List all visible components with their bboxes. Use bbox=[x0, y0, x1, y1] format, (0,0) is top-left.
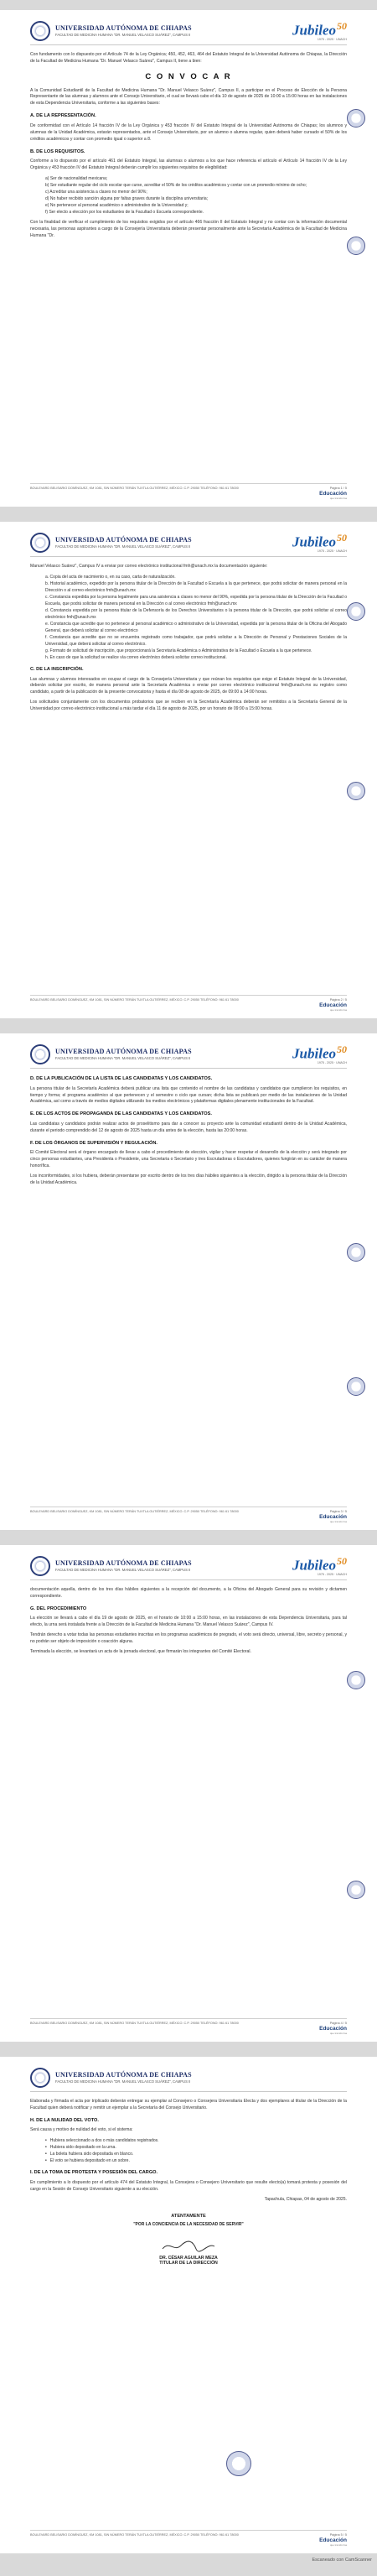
nullity-list bbox=[45, 2137, 347, 2164]
section-a-text: De conformidad con el Artículo 14 fracción IV de la Ley Orgánica y 453 fracción IV del Estatuto Integral de la Universidad Autónoma de Chiapas; los alumnos y alumnas de la Unidad Académica, estarán representados, ante el Consejo Universitario, por un alumno o alumna regular, quien deberá haber cursado el 50% de los créditos académicos y contar con promedio igual o superior a 8. bbox=[30, 122, 347, 142]
jubileo-logo: Jubileo$^{50}$ 1975 - 2025 · UNACH bbox=[292, 20, 347, 41]
section-e-title: E. DE LOS ACTOS DE PROPAGANDA DE LAS CANDIDATAS Y LOS CANDIDATOS. bbox=[30, 1111, 212, 1117]
page-number: Página 1 / 5 bbox=[329, 487, 347, 490]
signature-block bbox=[30, 2214, 347, 2266]
faculty-name: FACULTAD DE MEDICINA HUMANA "DR. MANUEL VELASCO SUÁREZ", CAMPUS II bbox=[55, 1056, 191, 1060]
list-item: b. Historial académico, expedido por la persona titular de la Dirección de la Facultad o Escuela a la que pertenece, que podrá solicitar de manera personal en la Dirección o al correo electrónico fmh@unach.mx bbox=[45, 580, 347, 593]
intro-paragraph: documentación aquella, dentro de los tres días hábiles siguientes a la recepción del documento, a la Oficina del Abogado General para su revisión y dictamen correspondiente. bbox=[30, 1587, 347, 1599]
university-seal-icon bbox=[30, 1556, 50, 1576]
section-g-end: Terminada la elección, se levantará un acta de la jornada electoral, que firmarán los integrantes del Comité Electoral. bbox=[30, 1649, 251, 1654]
list-item: a. Copia del acta de nacimiento o, en su caso, carta de naturalización. bbox=[45, 574, 176, 580]
stamp-icon bbox=[347, 1671, 365, 1689]
page-number: Página 3 / 5 bbox=[329, 1510, 347, 1513]
section-c-text: Las alumnas y alumnos interesados en ocupar el cargo de la Consejería Universitaria y que reúnan los requisitos que exige el Estatuto Integral de la Universidad, deberán solicitar por escrito, de manera personal ante la Secretaría Académica o enviar por correo electrónico institucional fmh@unach.mx su registro como candidato, a partir de la publicación de la presente convocatoria y hasta el día 08 de agosto de 2025, de 09:00 a 14:00 horas. bbox=[30, 676, 347, 695]
section-b-text: Conforme a lo dispuesto por el artículo 461 del Estatuto Integral, las alumnas o alumnos a los que hace referencia el artículo el Artículo 14 fracción IV de la Ley Orgánica y 453 fracción IV del Estatuto Integral deberán cumplir los siguientes requisitos de elegibilidad: bbox=[30, 159, 347, 171]
university-name: UNIVERSIDAD AUTÓNOMA DE CHIAPAS bbox=[55, 1559, 192, 1567]
section-h-title: H. DE LA NULIDAD DEL VOTO. bbox=[30, 2117, 99, 2123]
list-item: e. Constancia que acredite que no pertenece al personal académico o administrativo de la Universidad, expedida por la persona titular de la Oficina del Abogado General, que deberá solicitar al correo electrónico bbox=[45, 621, 347, 633]
page-footer bbox=[30, 2018, 347, 2035]
page-4 bbox=[0, 1545, 377, 2042]
page-3 bbox=[0, 1033, 377, 1530]
faculty-name: FACULTAD DE MEDICINA HUMANA "DR. MANUEL VELASCO SUÁREZ", CAMPUS II bbox=[55, 1568, 191, 1572]
footer-address: BOULEVARD BELISARIO DOMÍNGUEZ, KM 1081, SIN NÚMERO TERÁN TUXTLA GUTIÉRREZ, MÉXICO. C.P. 29050 TELÉFONO: 961 61 78000 bbox=[30, 2533, 239, 2537]
university-name: UNIVERSIDAD AUTÓNOMA DE CHIAPAS bbox=[55, 24, 192, 32]
page-header bbox=[30, 1040, 347, 1069]
section-e-text: Las candidatas y candidatos podrán realizar actos de proselitismo para dar a conocer su proyecto ante la comunidad estudiantil dentro de la Unidad Académica, durante el periodo comprendido del 12 de agosto de 2025 hasta un día antes de la elección, hasta las 20:00 horas. bbox=[30, 1121, 347, 1133]
section-g-more: Tendrán derecho a votar todas las personas estudiantes inscritas en los programas académicos de pregrado, el voto será directo, universal, libre, secreto y personal, y no podrán ser objeto de imposición o coacción alguna. bbox=[30, 1632, 347, 1645]
stamp-icon bbox=[226, 2451, 251, 2476]
stamp-icon bbox=[347, 1377, 365, 1396]
footer-address: BOULEVARD BELISARIO DOMÍNGUEZ, KM 1081, SIN NÚMERO TERÁN TUXTLA GUTIÉRREZ, MÉXICO. C.P. 29050 TELÉFONO: 961 61 78000 bbox=[30, 998, 239, 1002]
closing-paragraph: Los solicitudes conjuntamente con los documentos probatorios que se reciben en la Secretaría Académica deberán ser remitidos a la Secretaría General de la Universidad por correo electrónico institucional a más tardar el día 11 de agosto de 2025, por un horario de 09:00 a 15:00 horas. bbox=[30, 700, 347, 712]
jubileo-logo: Jubileo$^{50}$ 1975 - 2025 · UNACH bbox=[292, 1555, 347, 1576]
list-item: e) No pertenecer al personal académico o administrativo de la Universidad y; bbox=[45, 202, 188, 208]
intro-paragraph: Elaborada y firmada el acta por triplicado deberán entregar su ejemplar al Consejero o Consejera Universitaria Electa y dos ejemplares al titular de la Dirección de la Facultad quien deberá notificar y remitir un ejemplar a la Secretaría del Consejo Universitario. bbox=[30, 2099, 347, 2110]
signer-name: DR. CÉSAR AGUILAR MEZA bbox=[159, 2255, 218, 2261]
page-header bbox=[30, 1552, 347, 1580]
university-name: UNIVERSIDAD AUTÓNOMA DE CHIAPAS bbox=[55, 2071, 192, 2079]
page-footer bbox=[30, 483, 347, 500]
documents-list bbox=[45, 574, 347, 661]
list-item: c. Constancia expedida por la persona legalmente para una asistencia a clases no menor del 90%, expedida por la persona titular de la Dirección de la Facultad o Escuela, que podrá solicitar de manera personal en la Dirección o al correo electrónico fmh@unach.mx bbox=[45, 594, 347, 606]
university-seal-icon bbox=[30, 2068, 50, 2088]
signature-icon bbox=[159, 2239, 218, 2254]
stamp-icon bbox=[347, 782, 365, 800]
faculty-name: FACULTAD DE MEDICINA HUMANA "DR. MANUEL VELASCO SUÁREZ", CAMPUS II bbox=[55, 544, 191, 549]
university-seal-icon bbox=[30, 1044, 50, 1064]
intro-paragraph: Con fundamento con lo dispuesto por el Artículo 74 de la Ley Orgánica; 450, 452, 463, 464 del Estatuto Integral de la Universidad Autónoma de Chiapas, la Dirección de la Facultad de Medicina Humana "Dr. Manuel Velasco Suárez", Campus II, tiene a bien: bbox=[30, 52, 347, 64]
page-header bbox=[30, 17, 347, 45]
convocar-paragraph: A la Comunidad Estudiantil de la Facultad de Medicina Humana "Dr. Manuel Velasco Suárez", Campus II, a participar en el Proceso de Elección de la Persona Representante de las alumnas y alumnos ante el Consejo Universitario, el cual se llevará cabo el día 10 de agosto de 2025 de 10:00 a 15:00 horas en las instalaciones de esta Dependencia Universitaria, conforme a las siguientes bases: bbox=[30, 87, 347, 107]
stamp-icon bbox=[347, 237, 365, 255]
signer-role: TITULAR DE LA DIRECCIÓN bbox=[159, 2260, 218, 2266]
page-1 bbox=[0, 10, 377, 507]
place-date: Tapachula, Chiapas, 04 de agosto de 2025. bbox=[264, 2196, 347, 2202]
page-footer bbox=[30, 1507, 347, 1523]
page-5 bbox=[0, 2057, 377, 2553]
section-d-title: D. DE LA PUBLICACIÓN DE LA LISTA DE LAS CANDIDATAS Y LOS CANDIDATOS. bbox=[30, 1076, 213, 1081]
section-f-title: F. DE LOS ÓRGANOS DE SUPERVISIÓN Y REGULACIÓN. bbox=[30, 1140, 158, 1146]
section-i-text: En cumplimiento a lo dispuesto por el artículo 474 del Estatuto Integral, la Consejera o Consejero Universitario que resulte electo(a) tomará protesta y posesión del cargo en la Sesión de Consejo Universitario siguiente a su elección. bbox=[30, 2179, 347, 2192]
closing-paragraph: Con la finalidad de verificar el cumplimiento de los requisitos exigidos por el artículo 466 fracción II del Estatuto Integral y no contar con la información documental necesaria, las personas aspirantes a cargo de la Consejería Universitaria deberán presentar personalmente ante la Secretaría Académica de la Facultad de Medicina Humana "Dr. bbox=[30, 219, 347, 238]
stamp-icon bbox=[347, 1881, 365, 1899]
list-item: • La boleta hubiera sido depositada en blanco. bbox=[45, 2152, 134, 2157]
stamp-icon bbox=[347, 602, 365, 621]
footer-address: BOULEVARD BELISARIO DOMÍNGUEZ, KM 1081, SIN NÚMERO TERÁN TUXTLA GUTIÉRREZ, MÉXICO. C.P. 29050 TELÉFONO: 961 61 78000 bbox=[30, 487, 239, 490]
list-item: a) Ser de nacionalidad mexicana; bbox=[45, 175, 108, 181]
educacion-logo: Educación que transforma bbox=[319, 491, 347, 500]
list-item: g. Formato de solicitud de inscripción, que proporcionará la Secretaría Académica o Administrativa de la Facultad o Escuela a la que pertenece. bbox=[45, 648, 312, 653]
university-seal-icon bbox=[30, 533, 50, 553]
atentamente-label: ATENTAMENTE bbox=[171, 2213, 206, 2219]
page-2 bbox=[0, 522, 377, 1018]
convocar-title: C O N V O C A R bbox=[145, 71, 232, 81]
section-c-title: C. DE LA INSCRIPCIÓN. bbox=[30, 666, 84, 672]
educacion-logo: Educación que transforma bbox=[319, 1002, 347, 1012]
faculty-name: FACULTAD DE MEDICINA HUMANA "DR. MANUEL VELASCO SUÁREZ", CAMPUS II bbox=[55, 33, 191, 37]
page-number: Página 4 / 5 bbox=[329, 2022, 347, 2025]
educacion-logo: Educación que transforma bbox=[319, 2026, 347, 2035]
list-item: d. Constancia expedida por la persona titular de la Defensoría de los Derechos Universitarios o la persona titular de la Dirección, que podrá solicitar al correo electrónico fmh@unach.mx bbox=[45, 607, 347, 620]
page-footer bbox=[30, 2530, 347, 2547]
stamp-icon bbox=[347, 1243, 365, 1262]
jubileo-logo: Jubileo$^{50}$ 1975 - 2025 · UNACH bbox=[292, 532, 347, 553]
motto: "POR LA CONCIENCIA DE LA NECESIDAD DE SERVIR" bbox=[133, 2221, 244, 2227]
educacion-logo: Educación que transforma bbox=[319, 2537, 347, 2547]
list-item: h. En caso de que la solicitud se realice vía correo electrónico deberá solicitar correo institucional. bbox=[45, 654, 227, 660]
list-item: f. Constancia que acredite que no se encuentra registrado como trabajador, que podrá solicitar a la Dirección de Personal y Prestaciones Sociales de la Universidad, que deberá solicitar al correo electrónico. bbox=[45, 634, 347, 647]
page-number: Página 2 / 5 bbox=[329, 998, 347, 1002]
scanner-watermark: Escaneado con CamScanner bbox=[312, 2558, 372, 2563]
section-f-text: El Comité Electoral será el órgano encargado de llevar a cabo el procedimiento de elección, vigilar y hacer respetar el desarrollo de la elección y será integrado por cinco personas estudiantes, una Presidenta o Presidente, una Secretaria o Secretario y tres Escrutadoras o Escrutadores, quienes fungirán en su carácter de manera honorífica. bbox=[30, 1150, 347, 1169]
page-header bbox=[30, 2063, 347, 2092]
jubileo-logo: Jubileo$^{50}$ 1975 - 2025 · UNACH bbox=[292, 1043, 347, 1064]
section-f-more: Los inconformidades, si los hubiera, deberán presentarse por escrito dentro de los tres días hábiles siguientes a la elección, dirigido a la persona titular de la Dirección de la Unidad Académica. bbox=[30, 1174, 347, 1185]
list-item: b) Ser estudiante regular del ciclo escolar que curse, acreditar el 50% de los créditos académicos y contar con un promedio mínimo de ocho; bbox=[45, 182, 307, 188]
stamp-icon bbox=[347, 109, 365, 127]
educacion-logo: Educación que transforma bbox=[319, 1514, 347, 1523]
list-item: • Hubiera sido depositado en la urna. bbox=[45, 2145, 116, 2151]
page-footer bbox=[30, 995, 347, 1012]
page-header bbox=[30, 528, 347, 557]
footer-address: BOULEVARD BELISARIO DOMÍNGUEZ, KM 1081, SIN NÚMERO TERÁN TUXTLA GUTIÉRREZ, MÉXICO. C.P. 29050 TELÉFONO: 961 61 78000 bbox=[30, 1510, 239, 1513]
section-h-text: Será causa y motivo de nulidad del voto, si el sistema: bbox=[30, 2127, 133, 2133]
list-item: f) Ser electo a elección por los estudiantes de la Facultad o Escuela correspondiente. bbox=[45, 209, 204, 215]
list-item: d) No haber recibido sanción alguna por faltas graves durante la disciplina universitaria; bbox=[45, 195, 208, 201]
list-item: • El voto se hubiera depositado en un sobre. bbox=[45, 2158, 130, 2164]
list-item: c) Acreditar una asistencia a clases no menor del 90%; bbox=[45, 189, 147, 195]
university-seal-icon bbox=[30, 21, 50, 41]
section-b-title: B. DE LOS REQUISITOS. bbox=[30, 148, 85, 154]
section-i-title: I. DE LA TOMA DE PROTESTA Y POSESIÓN DEL CARGO. bbox=[30, 2170, 158, 2176]
list-item: • Hubiera seleccionado a dos o más candidatos registrados. bbox=[45, 2138, 159, 2144]
university-name: UNIVERSIDAD AUTÓNOMA DE CHIAPAS bbox=[55, 536, 192, 544]
university-name: UNIVERSIDAD AUTÓNOMA DE CHIAPAS bbox=[55, 1048, 192, 1055]
footer-address: BOULEVARD BELISARIO DOMÍNGUEZ, KM 1081, SIN NÚMERO TERÁN TUXTLA GUTIÉRREZ, MÉXICO. C.P. 29050 TELÉFONO: 961 61 78000 bbox=[30, 2022, 239, 2025]
requirements-list bbox=[45, 175, 347, 216]
section-d-text: La persona titular de la Secretaría Académica deberá publicar una lista que contenido el nombre de las candidatas y candidatos que cumplieron los requisitos, en tiempo y forma; el programa académico al que pertenecen y el semestre o ciclo que cursan; dicha lista se publicará por medio de las instalaciones de la Unidad Académica, así como a través de medios digitales utilizando los medios electrónicos y plataformas digitales plenamente institucionales de la Facultad. bbox=[30, 1085, 347, 1105]
section-g-text: La elección se llevará a cabo el día 19 de agosto de 2025, en el horario de 10:00 a 15:00 horas, en las instalaciones de esta Dependencia Universitaria, para tal efecto, la urna será instalada frente a la Dirección de la Facultad de Medicina Humana "Dr. Manuel Velasco Suárez", Campus IV. bbox=[30, 1616, 347, 1628]
page-number: Página 5 / 5 bbox=[329, 2533, 347, 2537]
section-a-title: A. DE LA REPRESENTACIÓN. bbox=[30, 113, 96, 119]
continuation-paragraph: Manuel Velasco Suárez", Campus IV a enviar por correo electrónico institucional fmh@unach.mx la documentación siguiente: bbox=[30, 564, 268, 569]
faculty-name: FACULTAD DE MEDICINA HUMANA "DR. MANUEL VELASCO SUÁREZ", CAMPUS II bbox=[55, 2079, 191, 2084]
section-g-title: G. DEL PROCEDIMIENTO bbox=[30, 1605, 87, 1611]
